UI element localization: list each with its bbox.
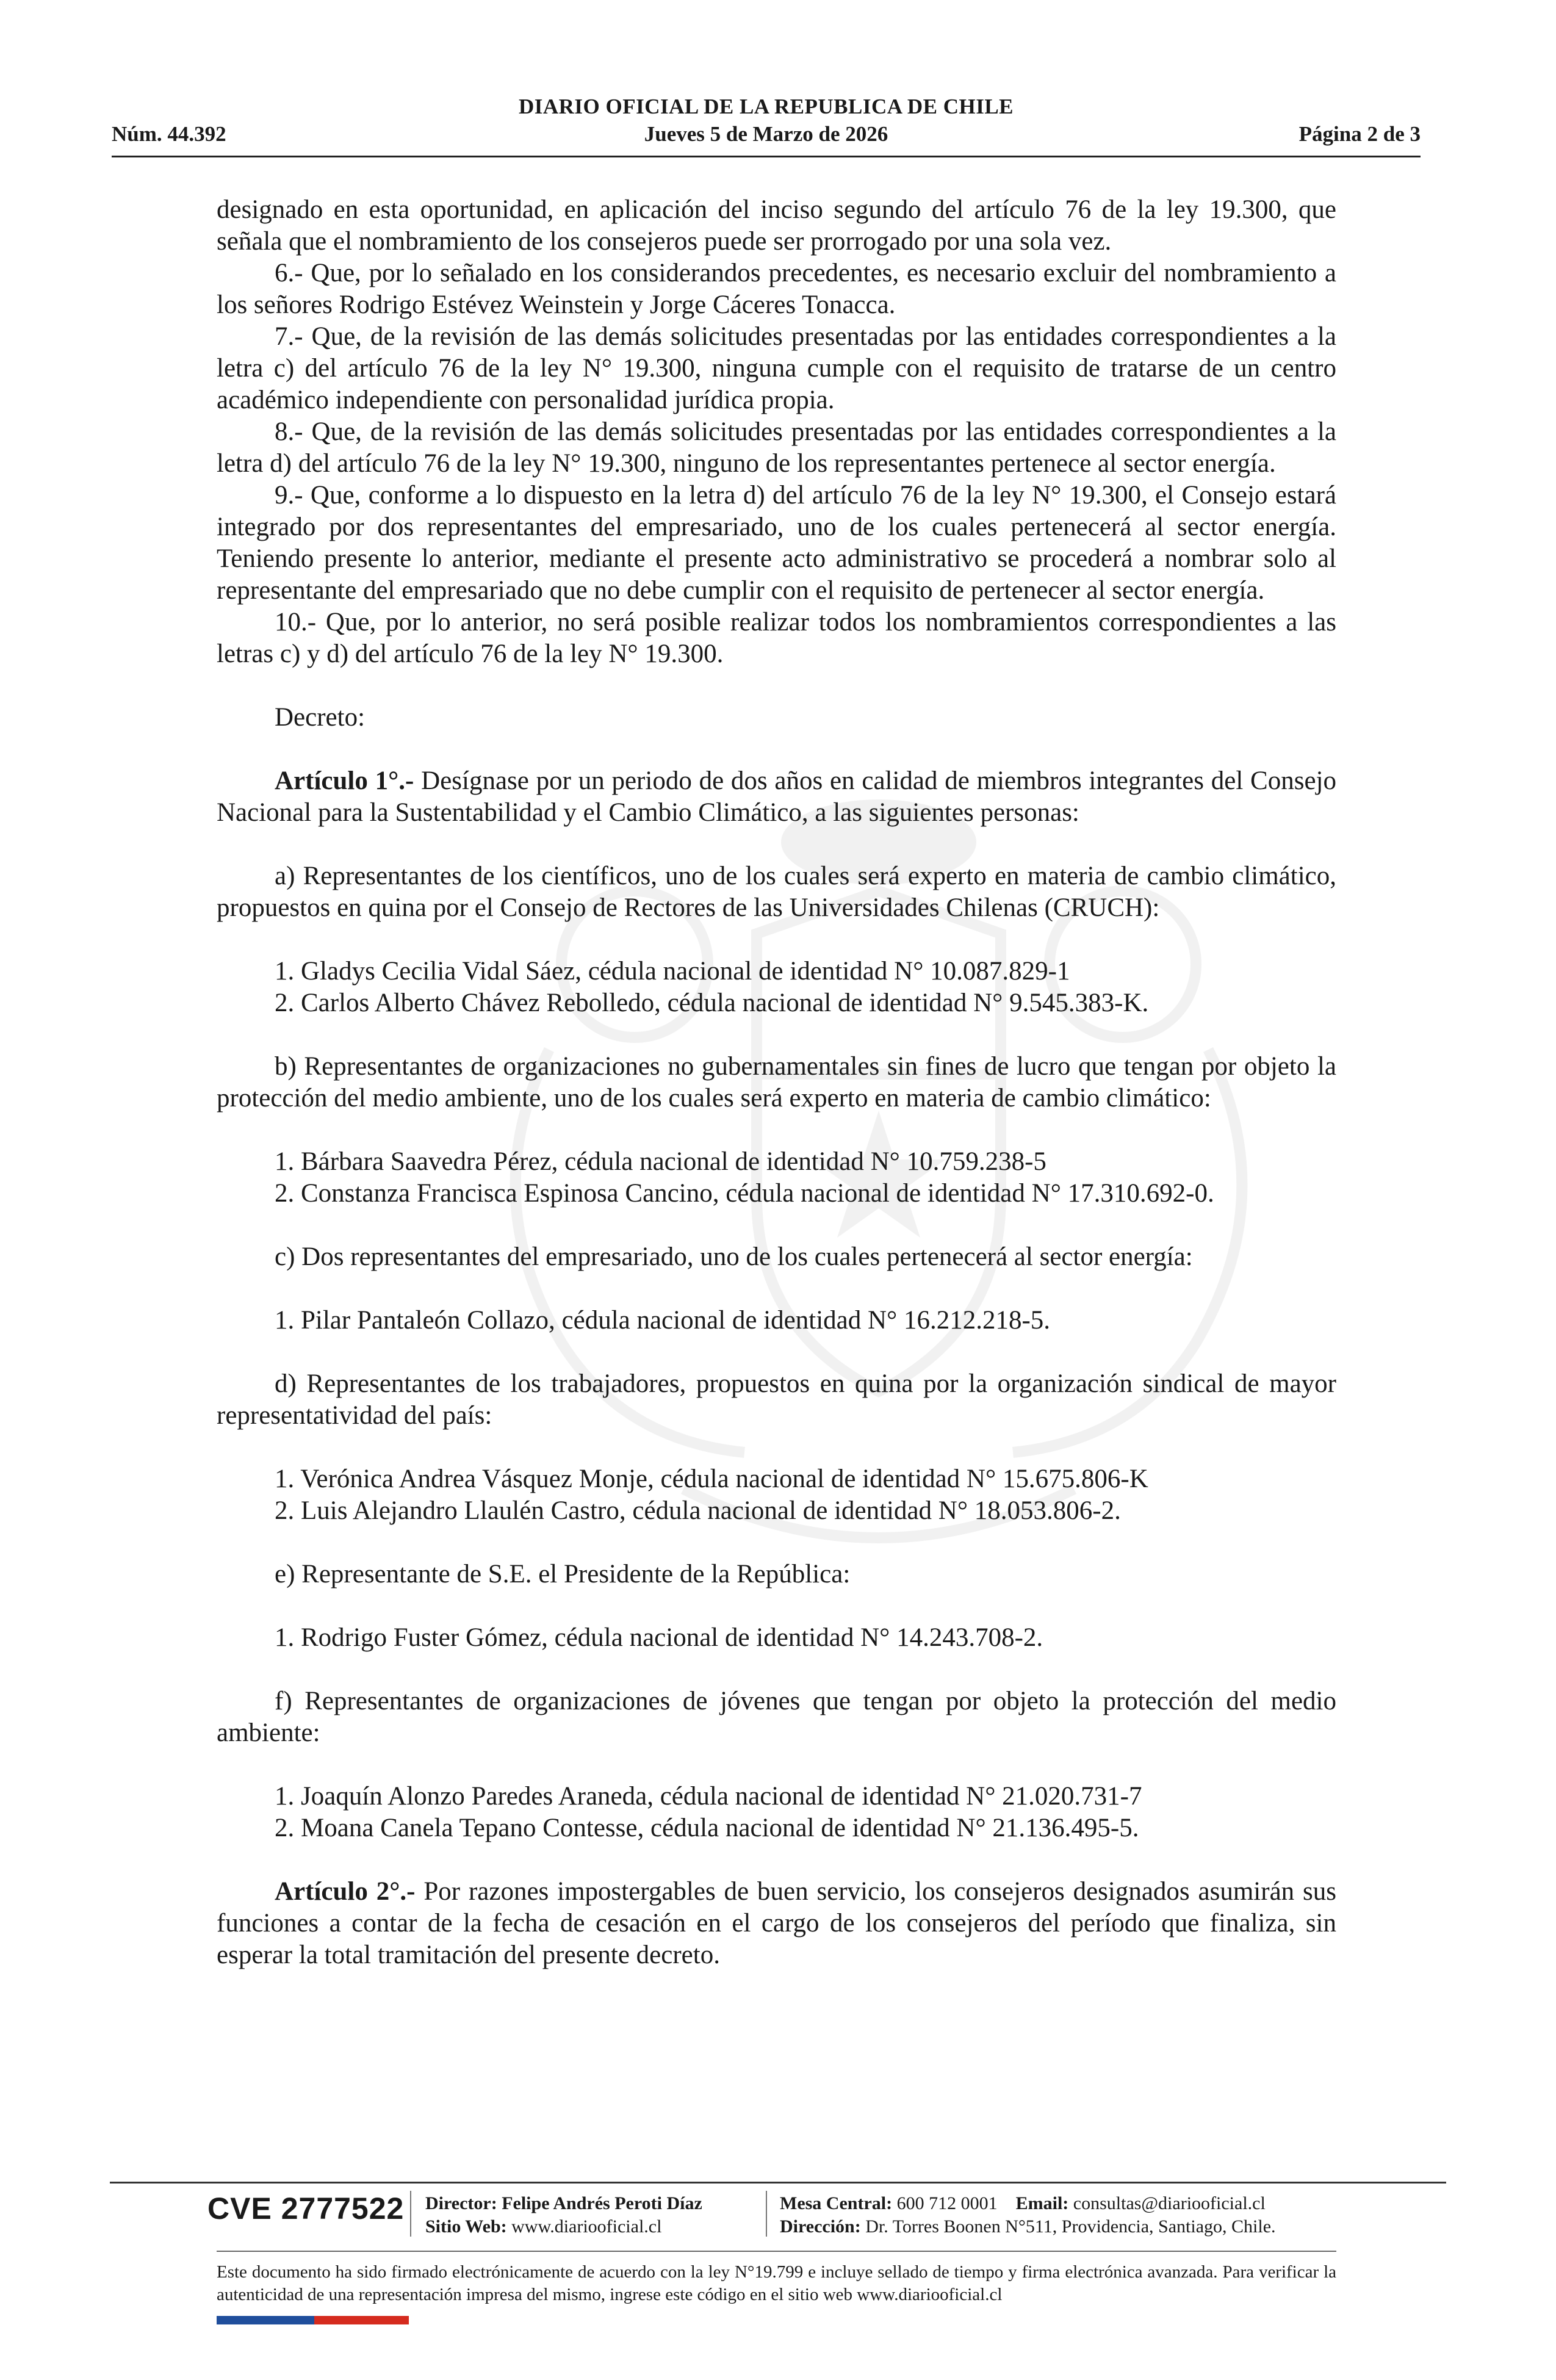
considerando-8: 8.- Que, de la revisión de las demás solicitudes presentadas por las entidades correspondientes a la letra d) del artículo 76 de la ley N° 19.300, ninguno de los representantes pertenece al sector energía. (217, 417, 1336, 478)
considerando-10: 10.- Que, por lo anterior, no será posible realizar todos los nombramientos correspondientes a las letras c) y d) del artículo 76 de la ley N° 19.300. (217, 608, 1336, 668)
article-2 (217, 1876, 1336, 1971)
section-b: b) Representantes de organizaciones no gubernamentales sin fines de lucro que tengan por objeto la protección del medio ambiente, uno de los cuales será experto en materia de cambio climático: (217, 1052, 1336, 1112)
mesa-label: Mesa Central: (780, 2193, 893, 2213)
section-c: c) Dos representantes del empresariado, uno de los cuales pertenecerá al sector energía: (275, 1242, 1193, 1271)
signature-notice: Este documento ha sido firmado electrónicamente de acuerdo con la ley N°19.799 e incluye sellado de tiempo y firma electrónica avanzada. Para verificar la autenticidad de una representación impresa del mismo, ingrese este código en el sitio web www.diariooficial.cl (217, 2262, 1336, 2304)
list-item: 2. Moana Canela Tepano Contesse, cédula nacional de identidad N° 21.136.495-5. (275, 1814, 1139, 1842)
section-a: a) Representantes de los científicos, uno de los cuales será experto en materia de cambio climático, propuestos en quina por el Consejo de Rectores de las Universidades Chilenas (CRUCH): (217, 862, 1336, 922)
publication-title: DIARIO OFICIAL DE LA REPUBLICA DE CHILE (518, 95, 1014, 118)
list-item: 1. Verónica Andrea Vásquez Monje, cédula nacional de identidad N° 15.675.806-K (275, 1465, 1148, 1493)
director-line (425, 2192, 702, 2215)
section-d: d) Representantes de los trabajadores, propuestos en quina por la organización sindical de mayor representatividad del país: (217, 1369, 1336, 1430)
flag-stripe-blue (217, 2316, 314, 2324)
footer-separator (766, 2191, 767, 2237)
considerando-6: 6.- Que, por lo señalado en los considerandos precedentes, es necesario excluir del nombramiento a los señores Rodrigo Estévez Weinstein y Jorge Cáceres Tonacca. (217, 259, 1336, 319)
list-item: 1. Rodrigo Fuster Gómez, cédula nacional de identidad N° 14.243.708-2. (275, 1623, 1043, 1652)
issue-number: Núm. 44.392 (112, 122, 226, 146)
header-divider (112, 156, 1421, 157)
footer-divider (110, 2182, 1446, 2183)
decreto-heading: Decreto: (275, 703, 366, 732)
list-item: 1. Gladys Cecilia Vidal Sáez, cédula nacional de identidad N° 10.087.829-1 (275, 957, 1070, 986)
paragraph: designado en esta oportunidad, en aplicación del inciso segundo del artículo 76 de la ley 19.300, que señala que el nombramiento de los consejeros puede ser prorrogado por una sola vez. (217, 195, 1336, 256)
mesa-value: 600 712 0001 (896, 2193, 998, 2213)
section-e: e) Representante de S.E. el Presidente de la República: (275, 1560, 851, 1588)
footer-divider-inner (217, 2251, 1336, 2252)
article-2-label: Artículo 2°.- (275, 1877, 416, 1906)
document-body (217, 194, 1336, 1971)
address-label: Dirección: (780, 2216, 861, 2237)
footer-separator (410, 2191, 411, 2237)
address-value: Dr. Torres Boonen N°511, Providencia, Santiago, Chile. (865, 2216, 1276, 2237)
website-link[interactable]: www.diariooficial.cl (511, 2216, 662, 2237)
director-label: Director: (425, 2193, 497, 2213)
page-indicator: Página 2 de 3 (1298, 122, 1421, 146)
article-2-text: Por razones impostergables de buen servicio, los consejeros designados asumirán sus funciones a contar de la fecha de cesación en el cargo de los consejeros del período que finaliza, sin esperar la total tramitación del presente decreto. (217, 1877, 1336, 1969)
list-item: 2. Constanza Francisca Espinosa Cancino, cédula nacional de identidad N° 17.310.692-0. (275, 1179, 1214, 1208)
address-line (780, 2215, 1276, 2238)
cve-code: CVE 2777522 (207, 2191, 405, 2226)
email-link[interactable]: consultas@diariooficial.cl (1073, 2193, 1266, 2213)
publication-date: Jueves 5 de Marzo de 2026 (644, 122, 888, 146)
contact-line (780, 2192, 1266, 2215)
website-line (425, 2215, 661, 2238)
article-1 (217, 765, 1336, 829)
section-f: f) Representantes de organizaciones de jóvenes que tengan por objeto la protección del medio ambiente: (217, 1687, 1336, 1747)
director-name: Felipe Andrés Peroti Díaz (502, 2193, 702, 2213)
page-header (112, 95, 1421, 156)
list-item: 1. Pilar Pantaleón Collazo, cédula nacional de identidad N° 16.212.218-5. (275, 1306, 1051, 1335)
list-item: 1. Joaquín Alonzo Paredes Araneda, cédula nacional de identidad N° 21.020.731-7 (275, 1782, 1142, 1811)
list-item: 2. Carlos Alberto Chávez Rebolledo, cédula nacional de identidad N° 9.545.383-K. (275, 989, 1149, 1017)
article-1-label: Artículo 1°.- (275, 766, 414, 795)
considerando-7: 7.- Que, de la revisión de las demás solicitudes presentadas por las entidades correspondientes a la letra c) del artículo 76 de la ley N° 19.300, ninguna cumple con el requisito de tratarse de un centro académico independiente con personalidad jurídica propia. (217, 322, 1336, 414)
considerando-9: 9.- Que, conforme a lo dispuesto en la letra d) del artículo 76 de la ley N° 19.300, el Consejo estará integrado por dos representantes del empresariado, uno de los cuales pertenecerá al sector energía. Teniendo presente lo anterior, mediante el presente acto administrativo se procederá a nombrar solo al representante del empresariado que no debe cumplir con el requisito de pertenecer al sector energía. (217, 481, 1336, 605)
list-item: 2. Luis Alejandro Llaulén Castro, cédula nacional de identidad N° 18.053.806-2. (275, 1496, 1121, 1525)
flag-stripe-red (314, 2316, 409, 2324)
article-1-text: Desígnase por un periodo de dos años en calidad de miembros integrantes del Consejo Nacional para la Sustentabilidad y el Cambio Climático, a las siguientes personas: (217, 766, 1336, 827)
website-label: Sitio Web: (425, 2216, 507, 2237)
list-item: 1. Bárbara Saavedra Pérez, cédula nacional de identidad N° 10.759.238-5 (275, 1147, 1046, 1176)
email-label: Email: (1015, 2193, 1069, 2213)
